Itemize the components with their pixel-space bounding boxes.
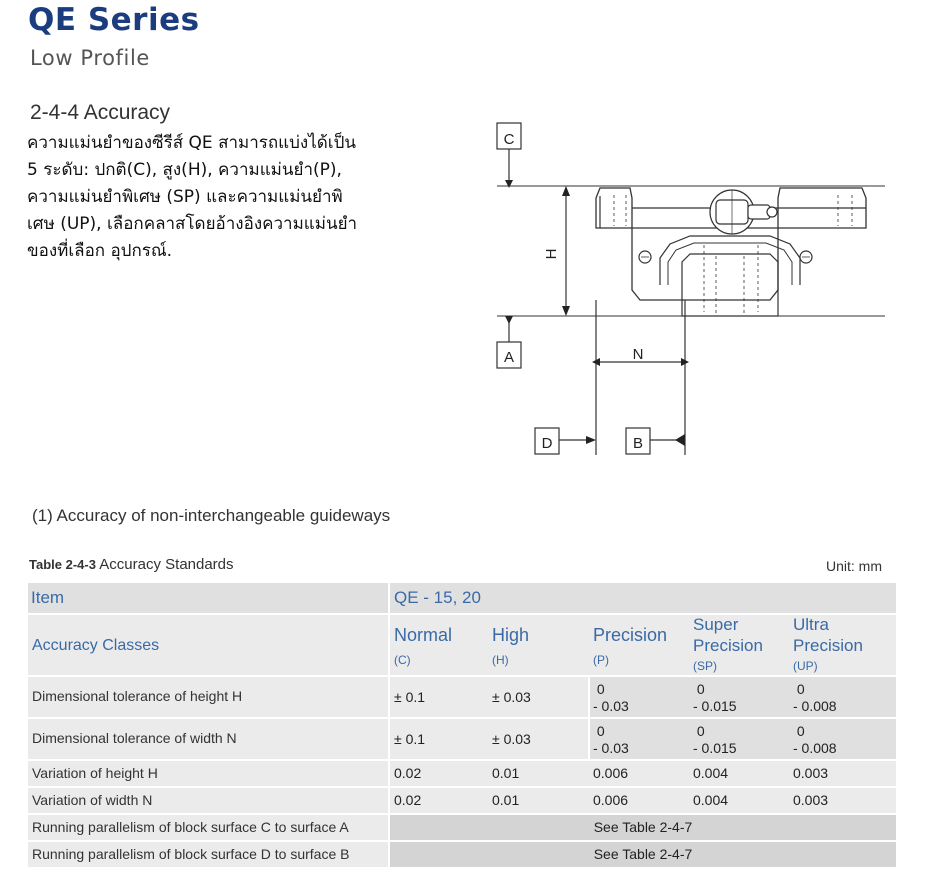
- value-cell: 0.02: [394, 765, 422, 781]
- label-n: N: [632, 346, 644, 363]
- table-title: Accuracy Standards: [95, 556, 234, 573]
- value-line: - 0.015: [693, 698, 737, 714]
- description-line: 5 ระดับ: ปกติ(C), สูง(H), ความแม่นยำ(P),: [27, 160, 342, 180]
- row-label: Variation of width N: [32, 792, 153, 808]
- class-code: (C): [394, 653, 411, 667]
- class-code: (UP): [793, 659, 818, 673]
- value-cell: 0.003: [793, 792, 829, 808]
- value-cell: ± 0.03: [492, 731, 531, 747]
- label-h: H: [543, 248, 560, 260]
- value-cell: 0.01: [492, 792, 520, 808]
- class-high: [492, 625, 584, 667]
- class-name-line: Ultra: [793, 615, 829, 634]
- description-line: ความแม่นยำพิเศษ (SP) และความแม่นยำพิ: [27, 187, 343, 207]
- series-subtitle: Low Profile: [30, 46, 150, 70]
- value-line: 0: [593, 723, 605, 739]
- value-cell: 0.006: [593, 765, 629, 781]
- value-line: 0: [693, 681, 705, 697]
- label-d: D: [541, 435, 553, 452]
- section-description: [27, 130, 452, 265]
- value-cell: 0.004: [693, 792, 729, 808]
- row-label: Variation of height H: [32, 765, 158, 781]
- class-name: Precision: [593, 625, 668, 645]
- class-precision: [593, 625, 688, 667]
- value-cell: ± 0.1: [394, 731, 426, 747]
- item-value: QE - 15, 20: [394, 588, 481, 607]
- section-heading: 2-4-4 Accuracy: [30, 101, 171, 124]
- table-header-item: [28, 583, 388, 613]
- description-line: ของที่เลือก อุปกรณ์.: [27, 241, 173, 261]
- class-code: (P): [593, 653, 609, 667]
- value-line: - 0.03: [593, 698, 629, 714]
- value-cell: [693, 681, 737, 715]
- row-values-bg: [590, 719, 896, 759]
- unit-label: Unit: mm: [826, 558, 882, 574]
- label-c: C: [503, 131, 515, 148]
- value-cell: ± 0.1: [394, 689, 426, 705]
- value-cell: 0.006: [593, 792, 629, 808]
- value-cell: [793, 723, 837, 757]
- subsection-heading: (1) Accuracy of non-interchangeable guideways: [32, 506, 391, 525]
- value-cell: ± 0.03: [492, 689, 531, 705]
- series-title: QE Series: [28, 2, 200, 38]
- class-name: Normal: [394, 625, 453, 645]
- value-cell: [693, 723, 737, 757]
- row-label: Dimensional tolerance of height H: [32, 688, 243, 704]
- guideway-cross-section-drawing: [490, 118, 890, 463]
- span-value: See Table 2-4-7: [593, 846, 693, 862]
- description-line: เศษ (UP), เลือกคลาสโดยอ้างอิงความแม่นยำ: [27, 214, 358, 234]
- class-name-line: Super: [693, 615, 739, 634]
- class-name: High: [492, 625, 530, 645]
- row-values-bg: [590, 677, 896, 717]
- value-line: - 0.008: [793, 740, 837, 756]
- label-a: A: [503, 349, 515, 366]
- row-label: Dimensional tolerance of width N: [32, 730, 237, 746]
- table-number: Table 2-4-3: [29, 557, 96, 572]
- class-normal: [394, 625, 486, 667]
- accuracy-table: [28, 581, 896, 871]
- value-line: - 0.015: [693, 740, 737, 756]
- row-label: Running parallelism of block surface D to surface B: [32, 846, 350, 862]
- value-line: - 0.03: [593, 740, 629, 756]
- class-code: (SP): [693, 659, 717, 673]
- class-name-line: Precision: [793, 636, 863, 655]
- class-name-line: Precision: [693, 636, 763, 655]
- value-cell: 0.02: [394, 792, 422, 808]
- classes-label: Accuracy Classes: [32, 637, 160, 654]
- class-ultra-precision: [793, 614, 888, 677]
- label-b: B: [632, 435, 644, 452]
- description-line: ความแม่นยำของซีรีส์ QE สามารถแบ่งได้เป็น: [27, 133, 357, 153]
- class-super-precision: [693, 614, 788, 677]
- span-value: See Table 2-4-7: [593, 819, 693, 835]
- value-cell: 0.004: [693, 765, 729, 781]
- value-cell: 0.003: [793, 765, 829, 781]
- value-cell: 0.01: [492, 765, 520, 781]
- item-label: Item: [31, 588, 65, 607]
- value-cell: [593, 723, 629, 757]
- value-cell: [593, 681, 629, 715]
- value-line: - 0.008: [793, 698, 837, 714]
- row-label: Running parallelism of block surface C to surface A: [32, 819, 349, 835]
- value-cell: [793, 681, 837, 715]
- value-line: 0: [793, 681, 805, 697]
- value-line: 0: [693, 723, 705, 739]
- value-line: 0: [593, 681, 605, 697]
- value-line: 0: [793, 723, 805, 739]
- table-caption: [29, 556, 234, 573]
- class-code: (H): [492, 653, 509, 667]
